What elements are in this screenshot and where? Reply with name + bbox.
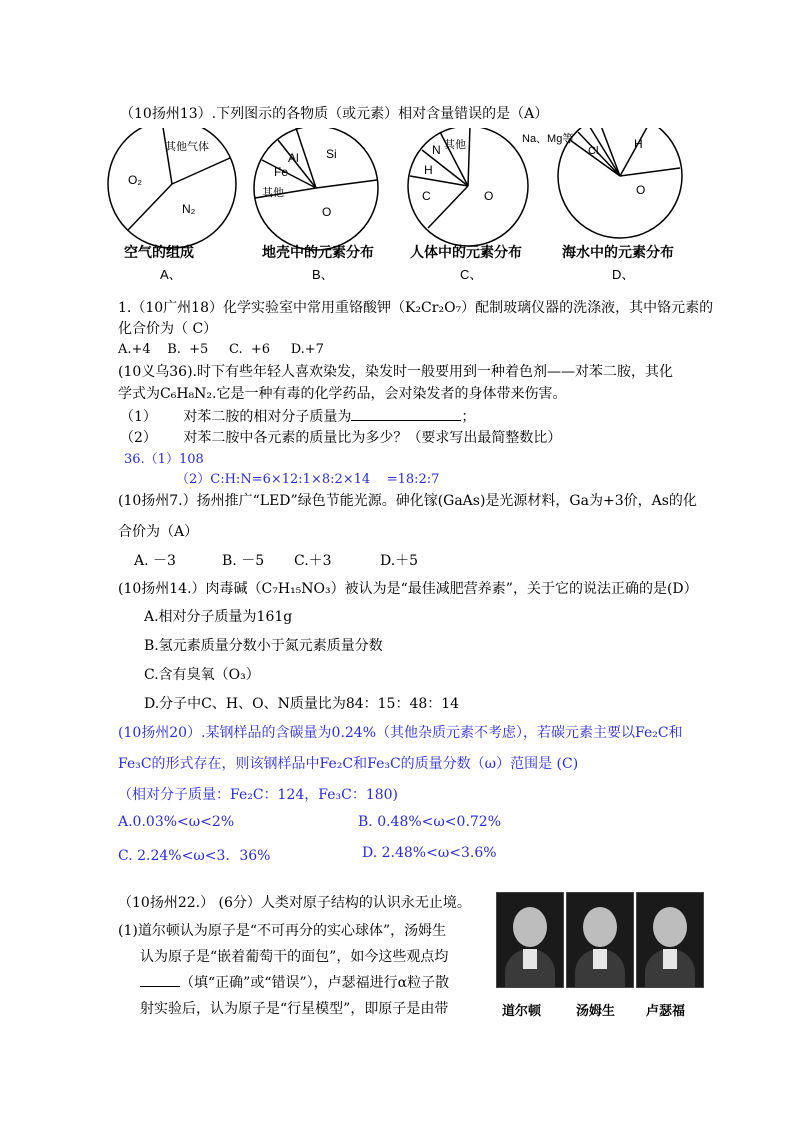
pie-b-caption: 地壳中的元素分布 — [262, 245, 374, 261]
q6-line3: （相对分子质量：Fe₂C：124，Fe₃C：180) — [118, 787, 399, 803]
pie-a-caption: 空气的组成 — [124, 245, 194, 261]
photo-caption-rutherford: 卢瑟福 — [646, 1004, 686, 1019]
photo-thomson — [566, 892, 634, 988]
q5-line1: (10扬州14.）肉毒碱（C₇H₁₅NO₃）被认为是“最佳减肥营养素”，关于它的说法正确的是(D） — [118, 581, 698, 597]
pie-d-label-o: O — [636, 183, 646, 197]
q3-sub1-num: （1） — [120, 409, 157, 425]
q6-line2: Fe₃C的形式存在，则该钢样品中Fe₂C和Fe₃C的质量分数（ω）范围是 (C) — [118, 756, 579, 772]
pie-d-label-cl: Cl — [588, 145, 599, 157]
q7-line5: 射实验后，认为原子是“行星模型”，即原子是由带 — [140, 1001, 449, 1017]
pie-c-letter: C、 — [460, 267, 483, 282]
pie-c-label-c: C — [422, 189, 431, 203]
pie-a-label-other: 其他气体 — [165, 141, 209, 153]
pie-b-letter: B、 — [312, 267, 334, 282]
q5-option-d: D.分子中C、H、O、N质量比为84：15：48：14 — [144, 696, 460, 712]
q7-blank[interactable] — [140, 974, 180, 987]
q2-line2: 化合价为（ C） — [118, 321, 218, 337]
q2-options: A.+4 B. +5 C. +6 D.+7 — [118, 342, 324, 357]
q3-answer2: （2）C:H:N=6×12:1×8:2×14 =18:2:7 — [176, 472, 440, 487]
q3-answer1: 36.（1）108 — [124, 452, 204, 467]
q7-line1: （10扬州22.） (6分）人类对原子结构的认识永无止境。 — [118, 895, 471, 911]
q7-line4 — [140, 972, 449, 992]
pie-air — [108, 128, 236, 248]
q3-line2: 学式为C₆H₈N₂.它是一种有毒的化学药品，会对染发者的身体带来伤害。 — [118, 386, 567, 402]
pie-crust — [254, 128, 378, 250]
pie-b-label-other: 其他 — [262, 187, 284, 199]
q4-option-c: C.＋3 — [294, 553, 332, 569]
q4-option-d: D.＋5 — [380, 553, 419, 569]
q3-sub2-text: 对苯二胺中各元素的质量比为多少？（要求写出最简整数比） — [183, 430, 562, 446]
pie-c-label-h: H — [424, 163, 433, 177]
q3-sub1 — [120, 406, 475, 426]
q4-line2: 合价为（A） — [118, 524, 199, 540]
pie-d-letter: D、 — [612, 267, 635, 282]
pie-seawater — [522, 128, 682, 238]
q5-option-c: C.含有臭氧（O₃） — [144, 667, 260, 683]
pie-c-label-other: 其他 — [444, 139, 466, 151]
pie-c-label-o: O — [484, 189, 494, 203]
pie-body — [408, 128, 528, 246]
pie-b-label-si: Si — [326, 147, 337, 161]
pie-d-caption: 海水中的元素分布 — [562, 245, 674, 261]
q4-option-a: A. －3 — [134, 553, 176, 569]
pie-c-caption: 人体中的元素分布 — [410, 245, 522, 261]
q3-line1: (10义乌36).时下有些年轻人喜欢染发，染发时一般要用到一种着色剂——对苯二胺，其化 — [118, 364, 674, 380]
q6-option-a: A.0.03%<ω<2% — [118, 814, 235, 830]
q7-line2: (1)道尔顿认为原子是“不可再分的实心球体”，汤姆生 — [118, 923, 447, 939]
q4-option-b: B. －5 — [222, 553, 265, 569]
q5-option-b: B.氢元素质量分数小于氮元素质量分数 — [144, 638, 383, 654]
q4-line1: (10扬州7.）扬州推广“LED”绿色节能光源。砷化镓(GaAs)是光源材料，Ga为+3价，As的化 — [118, 493, 697, 509]
pie-b-label-fe: Fe — [274, 165, 289, 179]
q6-option-d: D. 2.48%<ω<3.6% — [362, 845, 497, 861]
q6-option-c: C. 2.24%<ω<3．36% — [118, 848, 271, 864]
photo-caption-dalton: 道尔顿 — [502, 1004, 542, 1019]
q1-title: （10扬州13）.下列图示的各物质（或元素）相对含量错误的是（A） — [120, 106, 549, 122]
pie-b-label-al: Al — [288, 151, 299, 165]
pie-a-label-o2: O₂ — [128, 173, 142, 187]
q3-sub1-blank[interactable] — [351, 408, 461, 421]
q3-sub2-num: （2） — [120, 430, 157, 446]
q5-option-a: A.相对分子质量为161g — [144, 609, 293, 625]
pie-figures — [0, 128, 800, 288]
pie-a-letter: A、 — [160, 267, 182, 282]
photo-dalton — [496, 892, 564, 988]
pie-b-label-o: O — [322, 205, 332, 219]
q7-line4-text: （填“正确”或“错误”），卢瑟福进行α粒子散 — [180, 975, 450, 991]
q7-line3: 认为原子是“嵌着葡萄干的面包”，如今这些观点均 — [140, 949, 449, 965]
photo-rutherford — [636, 892, 704, 988]
photo-caption-thomson: 汤姆生 — [576, 1004, 616, 1019]
q3-sub1-text: 对苯二胺的相对分子质量为 — [183, 409, 352, 425]
pie-d-label-na-mg: Na、Mg等 — [522, 133, 574, 145]
pie-d-label-h: H — [634, 137, 643, 151]
q6-line1: (10扬州20）.某钢样品的含碳量为0.24%（其他杂质元素不考虑），若碳元素主要以Fe₂C和 — [118, 725, 683, 741]
q6-option-b: B. 0.48%<ω<0.72% — [358, 814, 502, 830]
pie-a-label-n2: N₂ — [182, 202, 196, 216]
pie-c-label-n: N — [432, 143, 441, 157]
q3-sub1-end: ； — [461, 409, 476, 425]
q3-sub2 — [120, 427, 561, 447]
q2-line1: 1.（10广州18）化学实验室中常用重铬酸钾（K₂Cr₂O₇）配制玻璃仪器的洗涤液，其中铬元素的 — [118, 300, 714, 316]
